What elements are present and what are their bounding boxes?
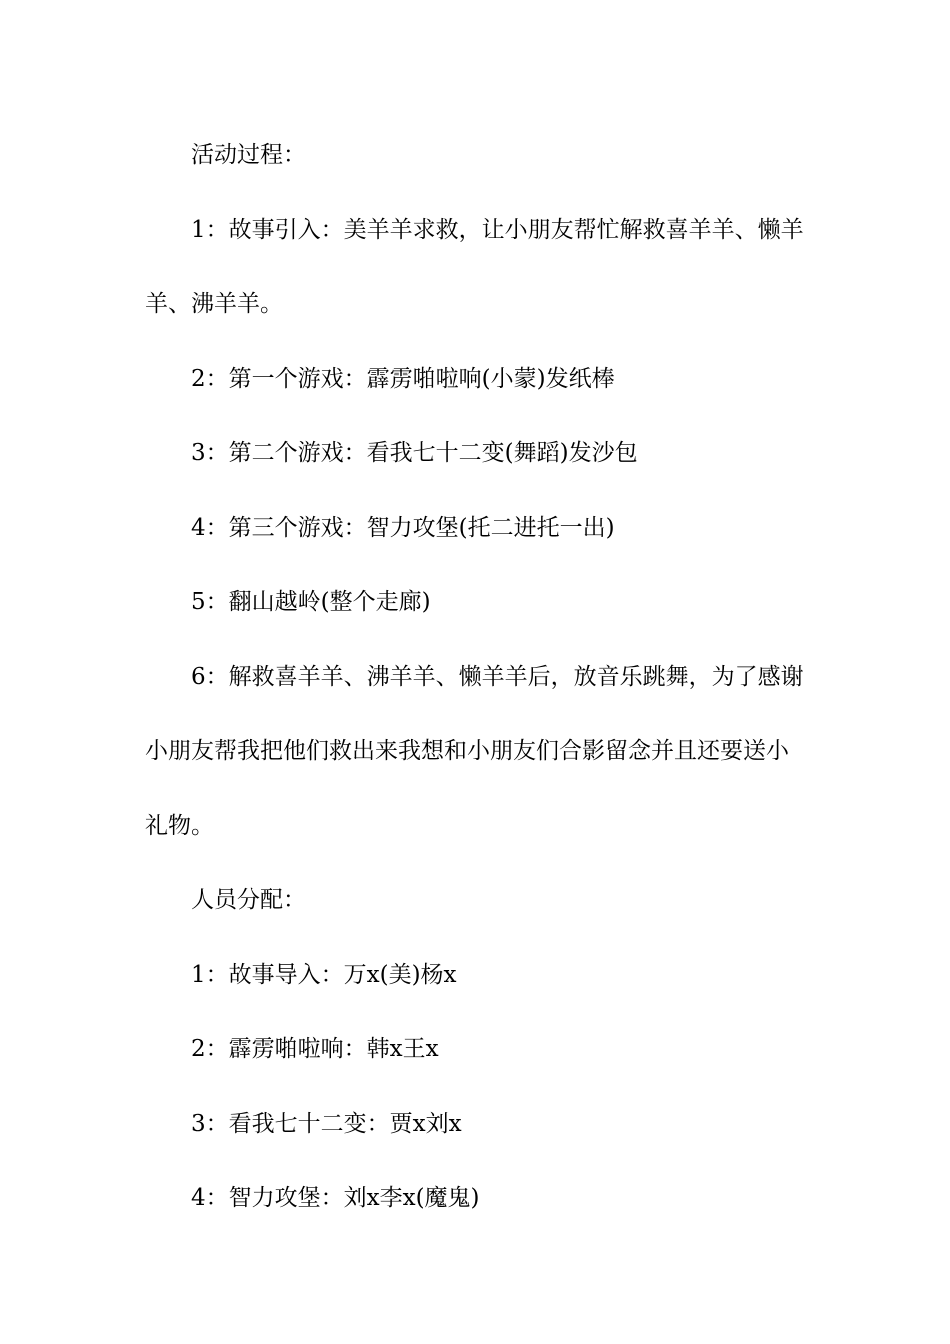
staff-assignment-2: 2：霹雳啪啦响：韩x王x (191, 1036, 439, 1062)
section-heading-activity-process: 活动过程： (191, 142, 306, 168)
section-heading-staff-assignment: 人员分配： (191, 887, 306, 913)
activity-step-1: 1：故事引入：美羊羊求救，让小朋友帮忙解救喜羊羊、懒羊羊、沸羊羊。 (145, 216, 804, 317)
staff-assignment-4: 4：智力攻堡：刘x李x(魔鬼) (191, 1185, 480, 1211)
staff-assignment-3: 3：看我七十二变：贾x刘x (191, 1110, 462, 1137)
activity-step-2: 2：第一个游戏：霹雳啪啦响(小蒙)发纸棒 (191, 365, 615, 392)
activity-step-6: 6：解救喜羊羊、沸羊羊、懒羊羊后，放音乐跳舞，为了感谢小朋友帮我把他们救出来我想和小朋友们合影留念并且还要送小礼物。 (145, 663, 804, 839)
activity-step-5: 5：翻山越岭(整个走廊) (191, 589, 431, 615)
activity-step-3: 3：第二个游戏：看我七十二变(舞蹈)发沙包 (191, 440, 638, 466)
document-body (145, 118, 810, 1236)
activity-step-4: 4：第三个游戏：智力攻堡(托二进托一出) (191, 514, 615, 541)
staff-assignment-1: 1：故事导入：万x(美)杨x (191, 961, 457, 988)
